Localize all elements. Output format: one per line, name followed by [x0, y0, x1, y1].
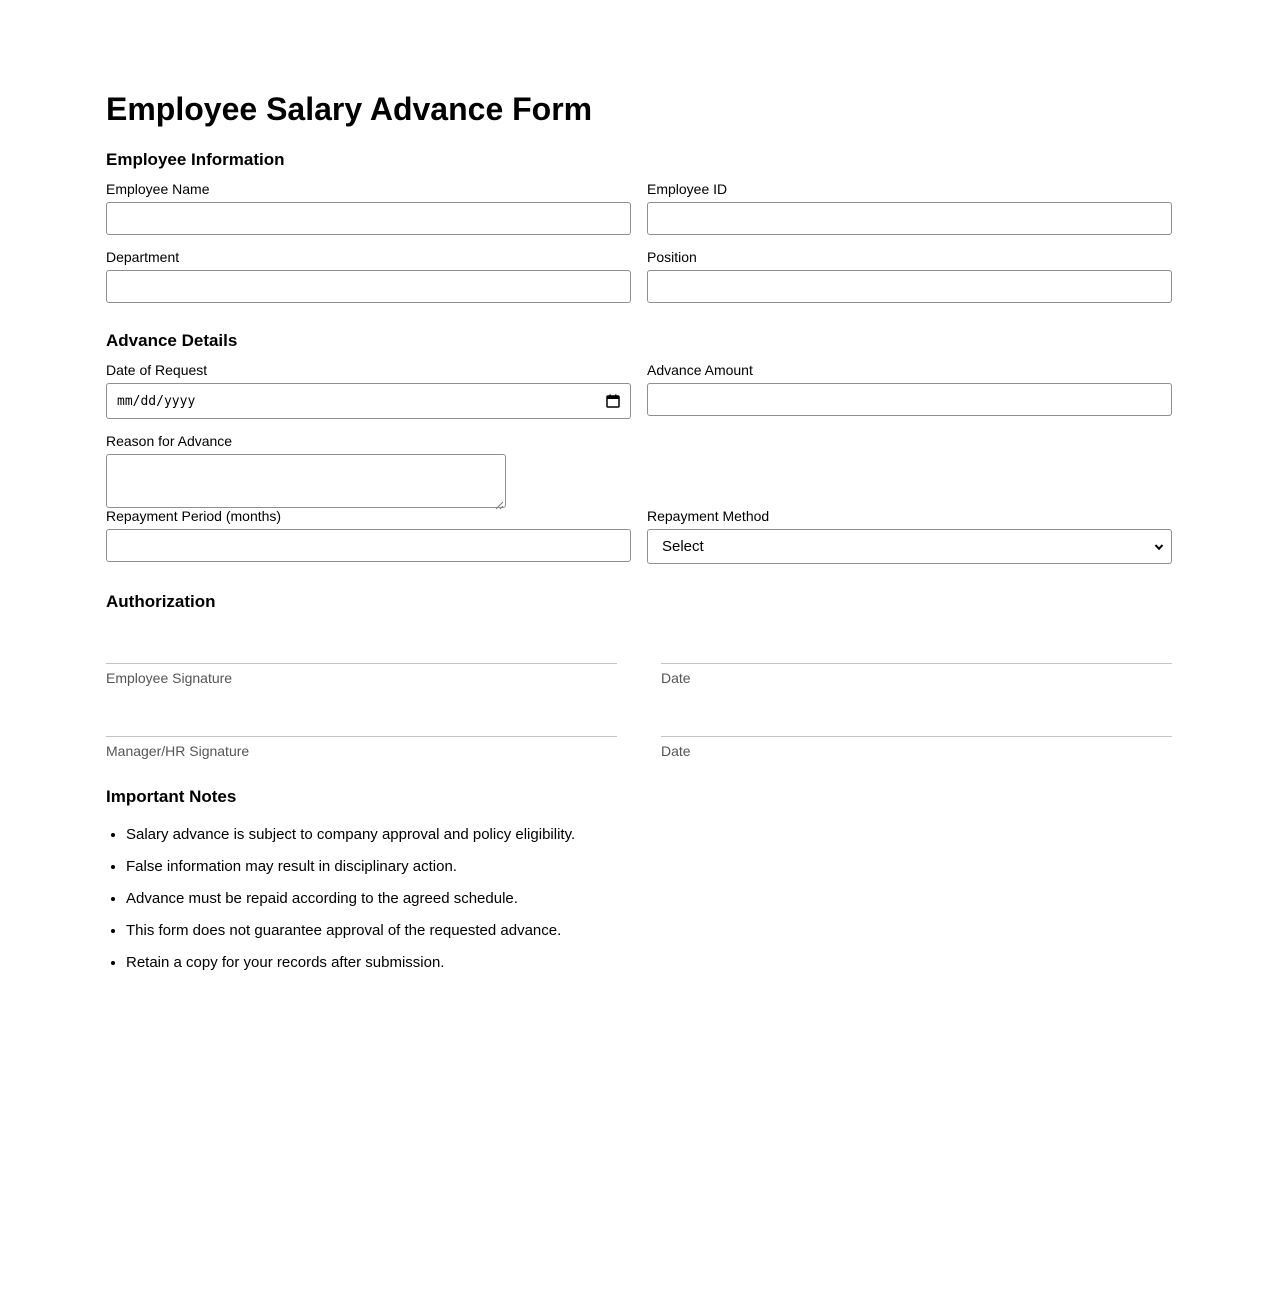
reason-textarea[interactable] — [106, 454, 506, 508]
manager-signature-line — [106, 736, 617, 737]
advance-amount-input[interactable] — [647, 383, 1172, 416]
employee-date-line — [661, 663, 1172, 664]
list-item: • Salary advance is subject to company approval and policy eligibility. — [126, 826, 575, 844]
manager-date-label: Date — [661, 743, 691, 759]
department-input[interactable] — [106, 270, 631, 303]
section-heading-important-notes: Important Notes — [106, 787, 237, 806]
reason-label: Reason for Advance — [106, 433, 233, 449]
list-item: • Retain a copy for your records after submission. — [126, 954, 575, 972]
date-of-request-label: Date of Request — [106, 362, 208, 378]
resize-grip-icon[interactable] — [495, 497, 504, 506]
list-item: • Advance must be repaid according to the agreed schedule. — [126, 890, 575, 908]
employee-date-label: Date — [661, 670, 691, 686]
calendar-icon[interactable] — [606, 394, 620, 408]
position-input[interactable] — [647, 270, 1172, 303]
important-notes-list — [106, 826, 575, 986]
repayment-method-label: Repayment Method — [647, 508, 770, 524]
chevron-down-icon — [1153, 541, 1165, 553]
employee-name-label: Employee Name — [106, 181, 210, 197]
manager-date-line — [661, 736, 1172, 737]
date-placeholder: mm/dd/yyyy — [117, 393, 196, 409]
employee-id-input[interactable] — [647, 202, 1172, 235]
list-item: • False information may result in disciplinary action. — [126, 858, 575, 876]
repayment-method-selected: Select — [662, 538, 704, 555]
department-label: Department — [106, 249, 180, 265]
employee-name-input[interactable] — [106, 202, 631, 235]
date-of-request-input[interactable] — [106, 383, 631, 419]
employee-signature-line — [106, 663, 617, 664]
page-title: Employee Salary Advance Form — [106, 91, 593, 127]
list-item: • This form does not guarantee approval of the requested advance. — [126, 922, 575, 940]
advance-amount-label: Advance Amount — [647, 362, 753, 378]
position-label: Position — [647, 249, 697, 265]
employee-signature-label: Employee Signature — [106, 670, 233, 686]
repayment-method-select[interactable] — [647, 529, 1172, 564]
repayment-period-input[interactable] — [106, 529, 631, 562]
section-heading-employee-information: Employee Information — [106, 150, 285, 169]
section-heading-advance-details: Advance Details — [106, 331, 238, 350]
section-heading-authorization: Authorization — [106, 592, 216, 611]
manager-signature-label: Manager/HR Signature — [106, 743, 250, 759]
employee-id-label: Employee ID — [647, 181, 728, 197]
repayment-period-label: Repayment Period (months) — [106, 508, 282, 524]
